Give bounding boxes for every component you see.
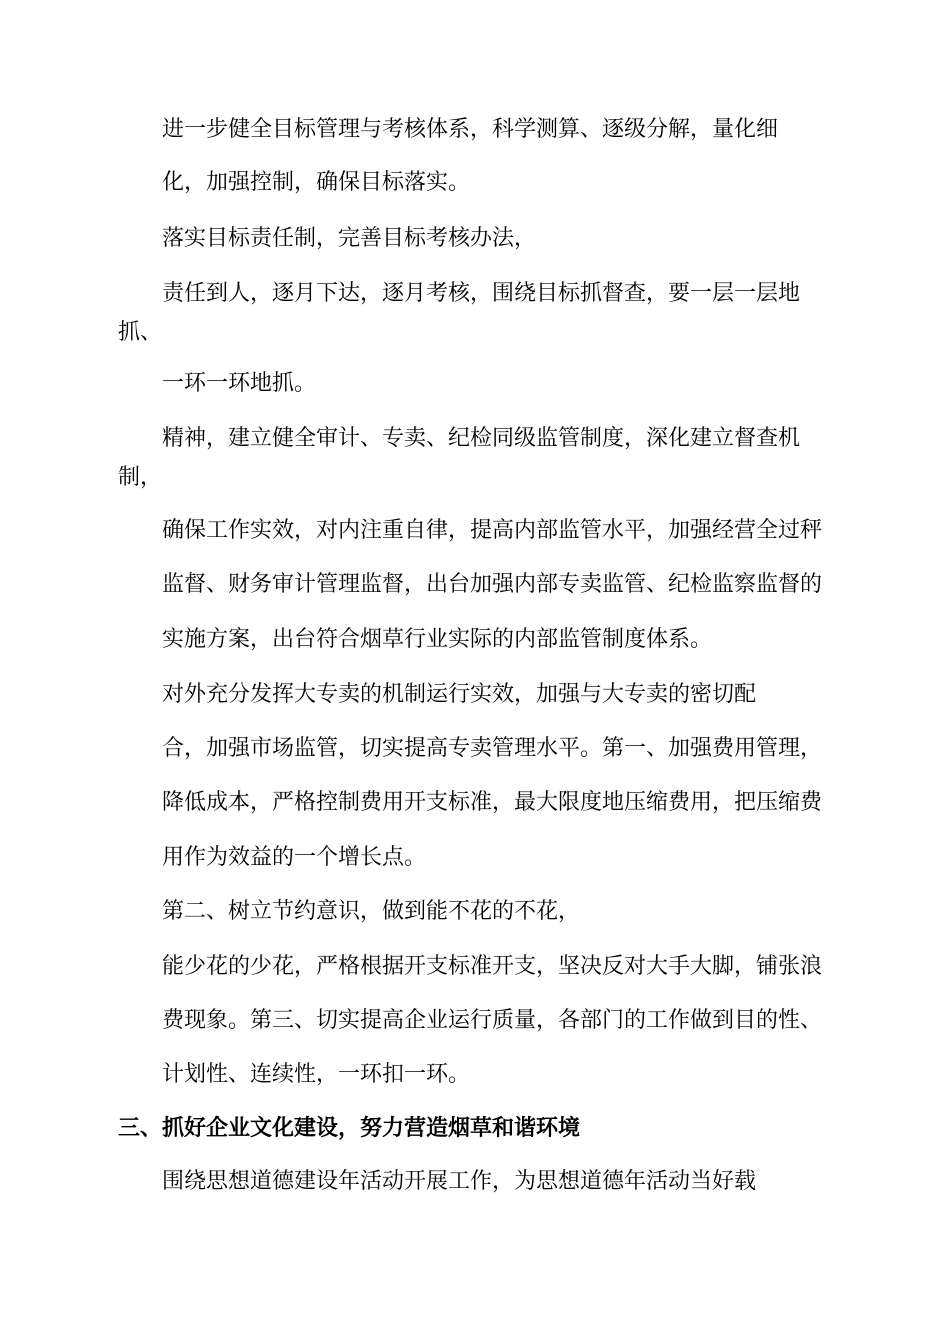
text-line: 抓、: [118, 320, 163, 345]
section-heading: 三、抓好企业文化建设，努力营造烟草和谐环境: [118, 1115, 581, 1141]
text-line: 用作为效益的一个增长点。: [162, 845, 427, 870]
text-line: 能少花的少花，严格根据开支标准开支，坚决反对大手大脚，铺张浪: [162, 954, 823, 979]
text-line: 合，加强市场监管，切实提高专卖管理水平。第一、加强费用管理，: [162, 736, 823, 761]
text-line: 制，: [118, 465, 163, 490]
text-line: 计划性、连续性，一环扣一环。: [162, 1062, 471, 1087]
text-line: 责任到人，逐月下达，逐月考核，围绕目标抓督查，要一层一层地: [162, 281, 801, 306]
text-line: 一环一环地抓。: [162, 371, 317, 396]
text-line: 进一步健全目标管理与考核体系，科学测算、逐级分解，量化细: [162, 117, 779, 142]
text-line: 落实目标责任制，完善目标考核办法，: [162, 226, 537, 251]
text-line: 对外充分发挥大专卖的机制运行实效，加强与大专卖的密切配: [162, 682, 757, 707]
text-line: 第二、树立节约意识，做到能不花的不花，: [162, 899, 581, 924]
text-line: 化，加强控制，确保目标落实。: [162, 170, 471, 195]
text-line: 费现象。第三、切实提高企业运行质量，各部门的工作做到目的性、: [162, 1008, 823, 1033]
text-line: 确保工作实效，对内注重自律，提高内部监管水平，加强经营全过秤: [162, 518, 823, 543]
text-line: 实施方案，出台符合烟草行业实际的内部监管制度体系。: [162, 627, 713, 652]
text-line: 监督、财务审计管理监督，出台加强内部专卖监管、纪检监察监督的: [162, 572, 823, 597]
text-line: 精神，建立健全审计、专卖、纪检同级监管制度，深化建立督查机: [162, 426, 801, 451]
text-line: 围绕思想道德建设年活动开展工作，为思想道德年活动当好载: [162, 1169, 757, 1194]
text-line: 降低成本，严格控制费用开支标准，最大限度地压缩费用，把压缩费: [162, 790, 823, 815]
